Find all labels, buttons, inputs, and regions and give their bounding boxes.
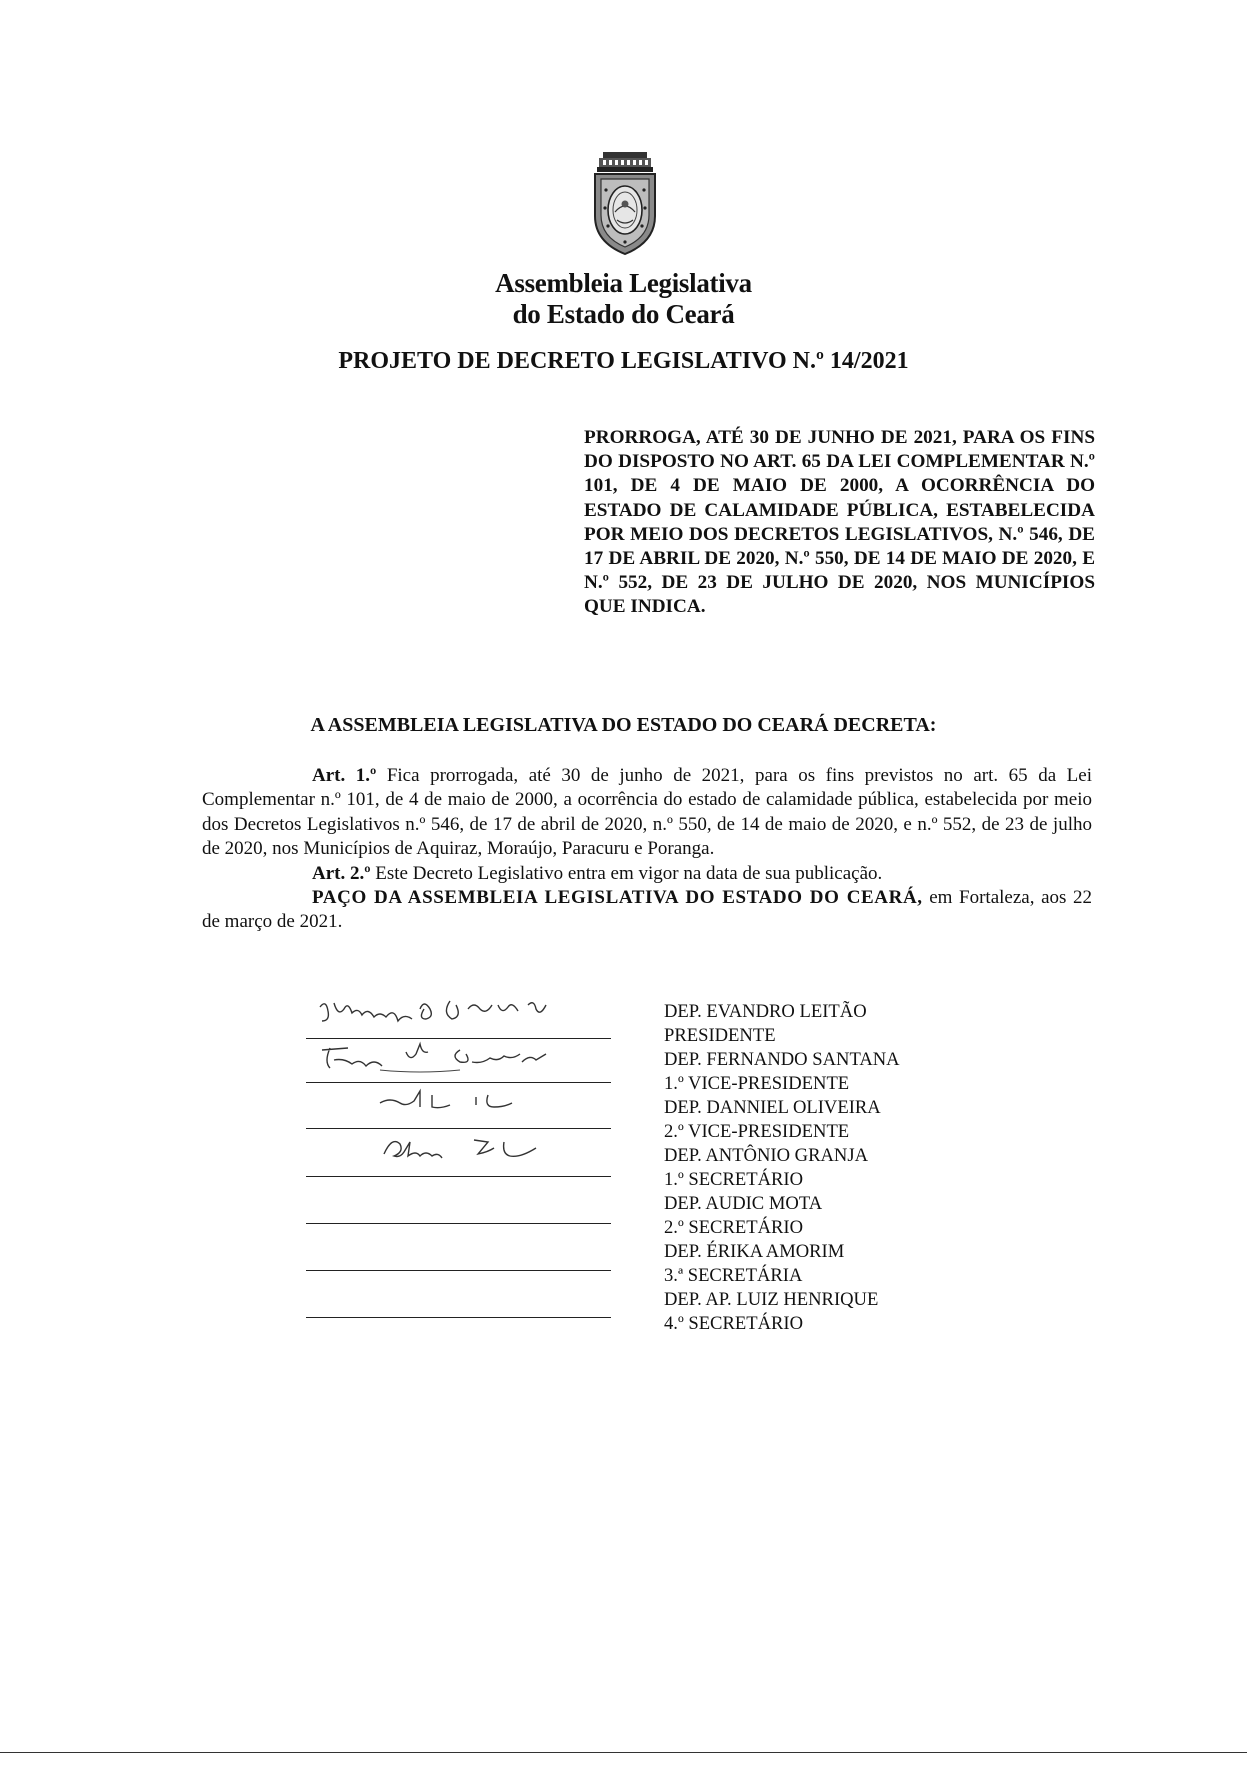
signatory-name: DEP. ÉRIKA AMORIM — [664, 1241, 845, 1262]
article-1 — [202, 764, 1092, 862]
signatory-name: DEP. ANTÔNIO GRANJA — [664, 1145, 869, 1166]
signatory-role: 4.º SECRETÁRIO — [664, 1313, 804, 1334]
signature-line-5 — [306, 1223, 611, 1224]
signature-1-handwritten-signature-icon — [300, 995, 620, 1035]
coat-of-arms-seal-icon — [587, 150, 663, 258]
closing-rest: em Fortaleza, aos 22 de março de 2021. — [202, 887, 1092, 933]
document-title: PROJETO DE DECRETO LEGISLATIVO N.º 14/2021 — [338, 348, 909, 374]
signature-line-7 — [306, 1317, 611, 1318]
signature-4-handwritten-signature-icon — [300, 1130, 620, 1170]
signature-line-6 — [306, 1270, 611, 1271]
signature-3-handwritten-signature-icon — [300, 1085, 620, 1125]
article-1-label: Art. 1.º — [312, 765, 377, 786]
signatory-name: DEP. AUDIC MOTA — [664, 1193, 823, 1214]
signatory-name: DEP. AP. LUIZ HENRIQUE — [664, 1289, 879, 1310]
signatories-list — [664, 1000, 900, 1336]
article-2-label: Art. 2.º — [312, 862, 371, 884]
signature-line-2 — [306, 1082, 611, 1083]
signature-2-handwritten-signature-icon — [300, 1040, 620, 1080]
ementa: PRORROGA, ATÉ 30 DE JUNHO DE 2021, PARA OS FINS DO DISPOSTO NO ART. 65 DA LEI COMPLEMENTAR N.º 101, DE 4 DE MAIO DE 2000, A OCORRÊNCIA DO ESTADO DE CALAMIDADE PÚBLICA, ESTABELECIDA POR MEIO DOS DECRETOS LEGISLATIVOS, N.º 546, DE 17 DE ABRIL DE 2020, N.º 550, DE 14 DE MAIO DE 2020, E N.º 552, DE 23 DE JULHO DE 2020, NOS MUNICÍPIOS QUE INDICA. — [584, 427, 1095, 618]
signatory-role: 3.ª SECRETÁRIA — [664, 1265, 803, 1286]
signatory-role: 2.º VICE-PRESIDENTE — [664, 1121, 850, 1142]
article-2 — [202, 862, 1092, 886]
signatory-role: 2.º SECRETÁRIO — [664, 1217, 804, 1238]
signature-line-3 — [306, 1128, 611, 1129]
document-body — [202, 764, 1092, 935]
signatory-name: DEP. FERNANDO SANTANA — [664, 1049, 900, 1070]
closing-caps: PAÇO DA ASSEMBLEIA LEGISLATIVA DO ESTADO DO CEARÁ, — [312, 887, 923, 909]
signature-line-4 — [306, 1176, 611, 1177]
signatory-name: DEP. EVANDRO LEITÃO — [664, 1001, 867, 1022]
closing-paragraph — [202, 886, 1092, 935]
enacting-clause: A ASSEMBLEIA LEGISLATIVA DO ESTADO DO CEARÁ DECRETA: — [310, 714, 937, 736]
page-bottom-rule — [0, 1752, 1247, 1753]
signatory-name: DEP. DANNIEL OLIVEIRA — [664, 1097, 881, 1118]
article-1-text: Fica prorrogada, até 30 de junho de 2021, para os fins previstos no art. 65 da Lei Complementar n.º 101, de 4 de maio de 2000, a ocorrência do estado de calamidade pública, estabelecida por meio dos Decretos Legislativos n.º 546, de 17 de abril de 2020, n.º 550, de 14 de maio de 2020, e n.º 552, de 23 de julho de 2020, nos Municípios de Aquiraz, Moraújo, Paracuru e Poranga. — [202, 765, 1092, 860]
signatory-role: 1.º VICE-PRESIDENTE — [664, 1073, 850, 1094]
signature-line-1 — [306, 1038, 611, 1039]
signatory-role: 1.º SECRETÁRIO — [664, 1169, 804, 1190]
org-name-line2: do Estado do Ceará — [512, 299, 735, 329]
article-2-text: Este Decreto Legislativo entra em vigor na data de sua publicação. — [370, 862, 883, 884]
signatory-role: PRESIDENTE — [664, 1025, 776, 1046]
org-name-line1: Assembleia Legislativa — [495, 268, 752, 298]
